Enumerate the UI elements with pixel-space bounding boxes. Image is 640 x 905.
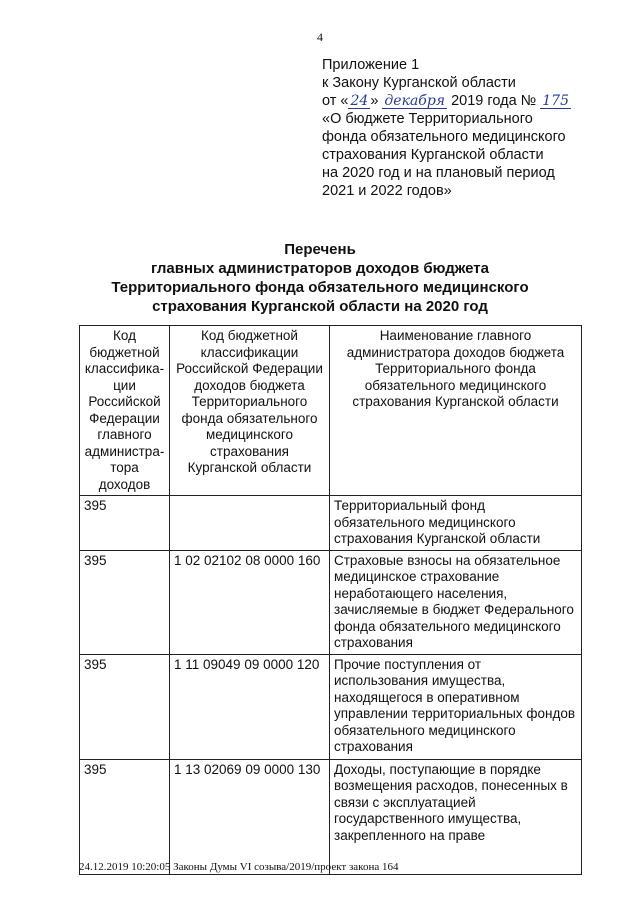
document-title [0,240,640,316]
title-line-3: Территориального фонда обязательного медицинского [111,279,529,296]
cell-revenue-code: 1 13 02069 09 0000 130 [170,759,330,874]
appendix-title: Приложение 1 [322,57,420,73]
appendix-law-title-3: страхования Курганской области [322,147,544,163]
cell-revenue-code: 1 02 02102 08 0000 160 [170,550,330,654]
header-revenue-code: Код бюджетной классификации Российской Федерации доходов бюджета Территориального фонда обязательного медицинского страхования Курганской области [170,326,330,496]
appendix-law-title-4: на 2020 год и на плановый период [322,165,555,181]
cell-admin-code: 395 [80,496,170,551]
cell-revenue-code: 1 11 09049 09 0000 120 [170,654,330,759]
handwritten-law-number: 175 [542,93,569,109]
table-header-row [80,326,582,496]
cell-admin-name: Страховые взносы на обязательное медицинское страхование неработающего населения, зачисляемые в бюджет Федерального фонда обязательного медицинского страхования [330,550,582,654]
date-year: 2019 года № [451,93,537,109]
appendix-block [322,56,622,200]
appendix-law-title-5: 2021 и 2022 годов» [322,183,452,199]
table-row [80,759,582,874]
cell-admin-code: 395 [80,654,170,759]
cell-admin-code: 395 [80,759,170,874]
appendix-law-title-1: «О бюджете Территориального [322,111,533,127]
title-line-1: Перечень [284,241,356,258]
title-line-2: главных администраторов доходов бюджета [150,260,489,277]
footer-file-stamp: 24.12.2019 10:20:05 Законы Думы VI созыва/2019/проект закона 164 [79,861,399,873]
table-row [80,550,582,654]
appendix-law-title-2: фонда обязательного медицинского [322,129,566,145]
handwritten-month: декабря [384,93,446,109]
header-admin-name: Наименование главного администратора доходов бюджета Территориального фонда обязательного медицинского страхования Курганской области [330,326,582,496]
title-line-4: страхования Курганской области на 2020 год [152,298,488,315]
page-number: 4 [317,30,323,44]
appendix-date-line [322,92,622,110]
cell-admin-name: Прочие поступления от использования имущества, находящегося в оперативном управлении территориальных фондов обязательного медицинского страхования [330,654,582,759]
date-quote-close: » [370,93,379,109]
table-row [80,496,582,551]
date-prefix: от « [322,93,349,109]
cell-revenue-code [170,496,330,551]
cell-admin-name: Доходы, поступающие в порядке возмещения расходов, понесенных в связи с эксплуатацией государственного имущества, закрепленного на праве [330,759,582,874]
cell-admin-name: Территориальный фонд обязательного медицинского страхования Курганской области [330,496,582,551]
table-row [80,654,582,759]
appendix-law-ref: к Закону Курганской области [322,75,516,91]
handwritten-day: 24 [350,93,369,109]
administrators-table [79,325,582,875]
cell-admin-code: 395 [80,550,170,654]
header-admin-code: Код бюджетной классифика-ции Российской Федерации главного администра-тора доходов [80,326,170,496]
